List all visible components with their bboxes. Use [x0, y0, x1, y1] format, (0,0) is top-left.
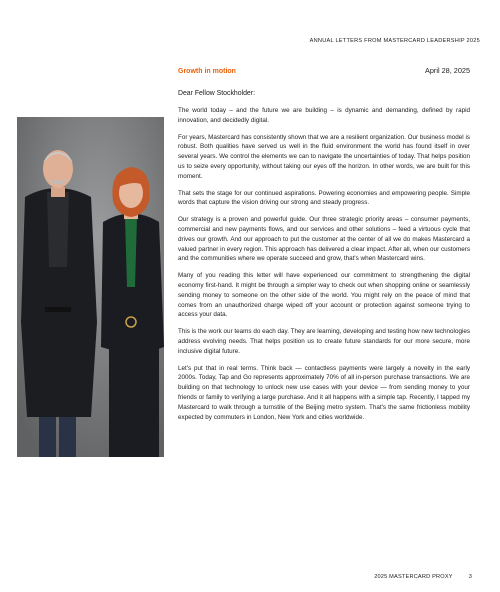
letter-title-row: [178, 66, 470, 78]
letter-date: April 28, 2025: [424, 66, 470, 75]
leadership-photo: [17, 117, 164, 457]
page-footer: [374, 574, 472, 580]
salutation: Dear Fellow Stockholder:: [178, 90, 255, 97]
man-figure: [21, 150, 97, 457]
paragraph-5: Many of you reading this letter will have experienced our commitment to strengthening the digital economy first-hand. It might be through a simpler way to check out when shopping online or seamlessly sending money to someone on the other side of the world. You might rely on the peace of mind that comes from an unauthorized charge wiped off your account or protection against someone trying to access your data.: [178, 272, 470, 319]
paragraph-2: For years, Mastercard has consistently shown that we are a resilient organization. Our business model is robust. Both qualities have served us well in the fluid environment the world has found itself in over several years. We control the elements we can to navigate the uncertainties of today. That helps position us to seize every opportunity, without taking our eyes off the horizon. In other words, we are built for this moment.: [178, 133, 470, 180]
letter-body: [178, 66, 470, 422]
paragraph-7: Let's put that in real terms. Think back — contactless payments were largely a novelty in the early 2000s. Today, Tap and Go represents approximately 70% of all in-person purchase transactions. We are building on that technology to unlock new use cases with your device — from sending money to your friends or family to verifying a large purchase. And it all happens with a simple tap. Recently, I tapped my Mastercard to walk through a turnstile of the Beijing metro system. That's the same frictionless mobility expected by commuters in London, New York and cities worldwide.: [178, 364, 470, 421]
page-number: 3: [468, 574, 472, 580]
paragraph-3: That sets the stage for our continued aspirations. Powering economies and empowering people. Simple words that capture the vision driving our strong and steady progress.: [178, 189, 470, 207]
page-header: ANNUAL LETTERS FROM MASTERCARD LEADERSHIP 2025: [309, 38, 480, 44]
footer-doc-title: 2025 MASTERCARD PROXY: [374, 574, 453, 580]
paragraph-1: The world today – and the future we are building – is dynamic and demanding, defined by rapid innovation, and decidedly digital.: [178, 107, 470, 124]
letter-title: Growth in motion: [178, 68, 236, 75]
paragraph-4: Our strategy is a proven and powerful guide. Our three strategic priority areas – consumer payments, commercial and new payments flows, and our services and other solutions – feed a virtuous cycle that drives our growth. And our approach to put the customer at the center of all we do makes Mastercard a valued partner in every region. This approach has delivered a clear impact. After all, when our customers and the communities where we operate succeed and grow, that's when Mastercard wins.: [178, 216, 470, 263]
paragraph-6: This is the work our teams do each day. They are learning, developing and testing how new technologies address evolving needs. That helps position us to create future standards for our more secure, more inclusive digital future.: [178, 328, 470, 355]
